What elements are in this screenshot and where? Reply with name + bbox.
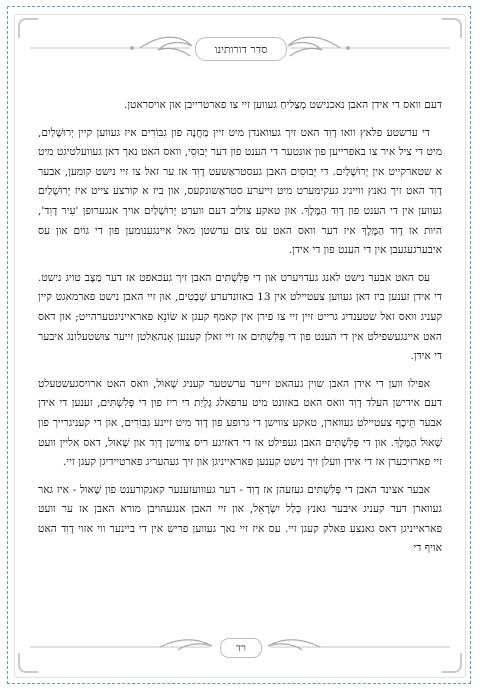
paragraph: אבער אצינד האבן די פְּלִשְׁתִּים געזעהן אז דָוִד - דער געווועזענער קאנקורענט פון שָׁאוּל - איז גאר געווארן דער קעניג איבער גאנץ כְּלַל יִשְׂרָאֵל, און זיי האבן אנגעהויבן מורא האבן אז ער וועט פאראייניגן דאס גאנצע פאלק קעגן זיי. עס איז זיי נאך געווען פריש אין די ביינער ווי אזוי דָוִד האט אויף די <box>38 483 442 555</box>
paragraph: דעם וואס די אידן האבן נאכנישט מְצַליחַ געווען זיי צו פארטרייבן און אויסראטן. <box>123 99 442 111</box>
running-header: סדר דורותינו <box>195 37 287 61</box>
page-number: רד <box>220 638 262 658</box>
paragraph: אפילו ווען די אידן האבן שוין געהאט זייער ערשטער קעניג שָׁאוּל, וואס האט ארויסגעשטעלט דעם אידישן העלד דָוִד וואס האט באזונט מיט ערפאלג גָלְיַת די ריז פון די פְּלִשְׁתִּים, זענען די אידן אבער תֵּיכֶף צעטיילט געווארן, טאקע צווישן די גרופע פון דָוִד מיט זיינע גִבּוֹרִים, און די קעניגרייך פון שָׁאוּל הַמֶּלֶךְ. און די פְּלִשְׁתִּים האבן געפילט אז די דאזיגע ריס צווישן דָוִד און שָׁאוּל, דאס אליין וועט זיי פארזיכערן אז די אידן וועלן זיך נישט קענען פאראייניגן און זיך געהעריג פארטיידיגן קעגן זיי. <box>38 377 442 469</box>
body-text <box>38 96 442 616</box>
paragraph: די ערשטע פלאץ וואו דָוִד האט זיך געוואנדן מיט זיין מַחֲנֶה פון גִבּוֹרִים איז געווען קיין יְרוּשָׁלַיִם, מיט די ציל איר צו באפרייען פון אונטער די הענט פון דער יְבוּסִי, וואס האט נאך דאן געוועלטיגט מיט א שטארקייט אין יְרוּשָׁלַיִם. די יְבוּסִים האבן געסטראַשעט דָוִד אז ער זאל צו זיי נישט קומען, אבער דָוִד האט זיך גאנץ ווייניג געקימערט מיט זייערע סטראַשונקעס, און ביז א קורצע צייט איז יְרוּשָׁלַיִם געווען אין די הענט פון דָוִד הַמֶּלֶךְ. און טאקע צוליב דעם ווערט יְרוּשָׁלַיִם אויך אנגערופן 'עִיר דָוִד', היות אז דָוִד הַמֶּלֶךְ איז דער וואס האט עס צום ערשטן מאל איינגענומען פון די גוֹיִם און עס איבערגעגעבן אין די הענט פון די אידן. <box>38 126 442 257</box>
paragraph: עס האט אבער נישט לאנג געדויערט און די פְּלִשְׁתִּים האבן זיך געכאפט אז דער מַצָב טויג נישט. די אידן זענען ביז דאן געווען צעטיילט אין 13 באזונדערע שְׁבָטִים, און זיי האבן נישט פארמאגט קיין קעניג וואס זאל שטענדיג גרייט זיין זיי צו פירן אין קאמף קעגן א שׂוֹנֵא פאראייניגטערהייט; און דאס האט איינגעשפילט אין די הענט פון די פְּלִשְׁתִּים אז זיי זאלן קענען אָנהאַלטן זייער צוּשטעלונג איבער די אידן. <box>38 271 442 363</box>
